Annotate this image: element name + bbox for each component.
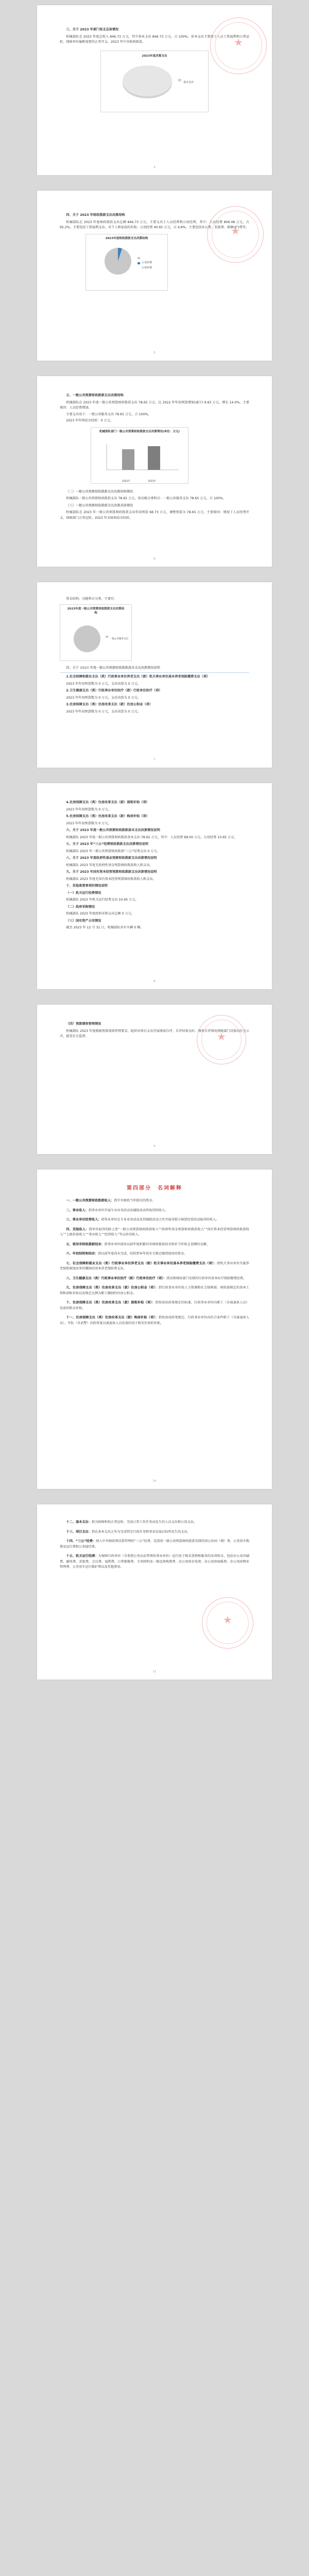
paragraph: 主要支出用于：一般公共服务支出 78.65 万元，占 100%。 bbox=[66, 412, 151, 416]
subsection-heading: （一）机关运行经费情况 bbox=[66, 891, 101, 895]
paragraph: 机械部队在 2023 年一般公共预算财政拨款支出年初预算 68.73 万元，调整预算为 78.65 万元。主要原因：增加了人员经费开支，保障部门正常运转，2023 年末财政结余结转。 bbox=[60, 511, 249, 520]
glossary-term-title: 四、其他收入： bbox=[66, 1227, 89, 1231]
glossary-term-title: 十一、住房保障支出（类）住房改革支出（款）购房补贴（项）： bbox=[66, 1316, 159, 1319]
paragraph: 机械部队 2023 年一般公共预算财政拨款“三公”经费支出 0 万元。 bbox=[66, 849, 160, 853]
paragraph: 机械部队 2023 年机关运行经费支出 10.65 万元。 bbox=[66, 898, 139, 902]
paragraph: 机械部队 2023 年度一般公共预算财政拨款基本支出 78.65 万元，其中：人员经费 68.00 万元，公用经费 10.65 万元。 bbox=[66, 835, 237, 839]
chart-title: 机械部队部门一般公共预算财政拨款支出决算情况(单位：万元) bbox=[99, 430, 180, 433]
glossary-term-definition: 指反映财政部门安排的行政单位基本医疗保险缴费经费。 bbox=[166, 1276, 246, 1280]
glossary-term-title: 七、社会保障和就业支出（类）行政事业单位养老支出（款）机关事业单位基本养老保险缴费支出（项）： bbox=[66, 1261, 217, 1265]
glossary-term-definition: 指按房改政策规定的标准，行政事业单位向职工（含离退休人员）发放的租金补贴。 bbox=[60, 1301, 249, 1310]
glossary-term-definition: 指中央财政当年拨付的资金。 bbox=[114, 1199, 156, 1202]
paragraph: 2023 年年初预算数为 0 万元。 bbox=[66, 807, 111, 811]
glossary-term-title: 十五、机关运行经费： bbox=[66, 1554, 98, 1558]
glossary-term-title: 十三、项目支出： bbox=[66, 1530, 92, 1534]
section-heading: 四、关于 2023 年财政拨款支出决算结构 bbox=[66, 213, 125, 217]
glossary-term-title: 十四、“三公”经费： bbox=[66, 1539, 96, 1543]
glossary-term bbox=[60, 1198, 249, 1204]
glossary-term-title: 十、住房保障支出（类）住房改革支出（款）提租补贴（项）： bbox=[66, 1301, 156, 1304]
bar-2023 bbox=[148, 446, 160, 470]
page-number: 8 bbox=[153, 979, 156, 983]
legend-label: 公用经费 bbox=[142, 266, 152, 269]
glossary-term-title: 二、事业收入： bbox=[66, 1208, 89, 1212]
item-heading: 2.卫生健康支出（类）行政事业单位医疗（款）行政单位医疗（项） bbox=[66, 689, 162, 692]
subsection-heading: （二）政府采购情况 bbox=[66, 905, 95, 909]
item-heading: 1.社会保障和就业支出（类）行政事业单位养老支出（款）机关事业单位基本养老保险缴费支出（项） bbox=[66, 675, 210, 679]
subsection-heading: （四）预算绩效管理情况 bbox=[66, 1022, 101, 1026]
paragraph: 2023 年年初预算数为 0 万元，支出决算为 0 万元。 bbox=[66, 696, 141, 700]
subsection-heading: （二）一般公共预算财政拨款支出决算结构情况 bbox=[66, 489, 133, 494]
glossary-term-title: 三、事业单位经营收入： bbox=[66, 1218, 101, 1222]
pie-svg bbox=[86, 241, 168, 282]
official-seal: ★ bbox=[210, 18, 267, 74]
paragraph: 机械部队在 2023 年度总收入 846.73 万元，其中基本支出 846.73 万元，占 100%。基本支出主要用于人员工资福利和日常运转，保障单位履职需要的正常开支。2023 年中央财政拨款。 bbox=[60, 35, 249, 44]
glossary-term-definition: 指事业单位使用以前年度积累的非财政拨款结余弥补当年收支差额的金额。 bbox=[104, 1242, 210, 1246]
official-seal: ★ bbox=[197, 1015, 246, 1064]
pie-chart bbox=[100, 50, 209, 112]
chart-title: 2023年度决算支出 bbox=[142, 54, 167, 58]
document-page-1 bbox=[37, 5, 272, 175]
document-page-7 bbox=[37, 1170, 272, 1489]
legend-swatch bbox=[178, 79, 181, 81]
pie-chart bbox=[60, 604, 132, 661]
page-number: 6 bbox=[153, 557, 156, 561]
page-number: 9 bbox=[153, 1144, 156, 1148]
glossary-term bbox=[60, 1227, 249, 1238]
paragraph: 机械部队在 2023 年度财政拨款支出总额 846.73 万元，主要支出于人员经费和公用经费，其中：人员经费 806.08 万元，占 95.2%，主要包括工资福利支出、对个人和家庭的补助；公用经费 40.65 万元，占 4.8%，主要包括办公费、差旅费、维修(护)费等。 bbox=[60, 220, 249, 229]
section-heading: 五、一般公共预算财政拨款支出决算结构 bbox=[66, 394, 124, 397]
glossary-term-title: 六、年初结转和结余： bbox=[66, 1252, 98, 1256]
page-number: 7 bbox=[153, 758, 156, 761]
paragraph: 机械部队一般公共预算财政拨款支出 78.65 万元，按功能分类科目：一般公共服务支出 78.65 万元，占 100%。 bbox=[66, 497, 226, 500]
paragraph: 机械部队在 2023 年度一般公共预算财政拨款支出 78.65 万元，比 2022 年年初预算增加(减少) 9.63 万元，增长 14.0%。主要原因：人员经费增加。 bbox=[60, 400, 249, 410]
chart-title: 2023年度一般公共预算财政拨款支出决算结构 bbox=[67, 607, 125, 615]
document-page-5 bbox=[37, 783, 272, 989]
chapter-title: 第四部分 名词解释 bbox=[127, 1185, 182, 1191]
glossary-term-definition: 指单位取得的除上述“一般公共预算财政拨款收入”“政府性基金预算财政拨款收入”“国有资本经营预算财政拨款收入”“上级补助收入”“事业收入”“经营收入”等以外的收入。 bbox=[60, 1227, 249, 1236]
paragraph: 机械部队 2023 年度无国有资本经营预算财政拨款收入和支出。 bbox=[66, 877, 156, 881]
paragraph: 机械部队 2023 年度无政府性基金预算财政拨款收入和支出。 bbox=[66, 863, 153, 867]
paragraph: 截至 2023 年 12 月 31 日，机械部队共有车辆 0 辆。 bbox=[66, 926, 144, 929]
x-tick-label: 2022年 bbox=[122, 480, 130, 483]
item-heading: 3.住房保障支出（类）住房改革支出（款）住房公积金（项） bbox=[66, 703, 152, 706]
paragraph: 2023 年年终结余结转：0 万元。 bbox=[66, 419, 114, 422]
glossary-term-definition: 指事业单位开展专业业务活动及辅助活动所取得的收入。 bbox=[88, 1208, 168, 1212]
document-page-2 bbox=[37, 191, 272, 361]
glossary-term bbox=[60, 1242, 249, 1248]
subsection-heading: （三）国有资产占用情况 bbox=[66, 919, 101, 923]
glossary-term-definition: 指为保障机构正常运转、完成日常工作任务而发生的人员支出和公用支出。 bbox=[91, 1520, 197, 1524]
glossary-term bbox=[60, 1285, 249, 1296]
glossary-term-definition: 指行政事业单位按人力资源和社会保障部、财政部规定的基本工资和津贴补贴以及规定比例为职工缴纳的住房公积金。 bbox=[60, 1286, 249, 1295]
glossary-term bbox=[60, 1554, 249, 1570]
pie-svg bbox=[60, 615, 132, 656]
paragraph: 2023 年年初预算数为 0 万元。 bbox=[66, 821, 111, 825]
paragraph: 资金结构：功能科目分类，主要有： bbox=[66, 597, 117, 601]
page-number: 10 bbox=[152, 1479, 157, 1483]
page-number: 11 bbox=[152, 1670, 157, 1673]
glossary-term-title: 五、使用非财政拨款结余： bbox=[66, 1242, 105, 1246]
page-number: 4 bbox=[153, 165, 156, 169]
paragraph: 2023 年年初预算数为 0 万元，支出决算为 0 万元。 bbox=[66, 709, 141, 714]
glossary-term-title: 十二、基本支出： bbox=[66, 1520, 92, 1524]
subsection-heading: （三）一般公共预算财政拨款支出决算具体情况 bbox=[66, 503, 133, 507]
glossary-term-definition: 指按房改政策规定，行政事业单位向符合条件职工（含离退休人员）、军队（含武警）向转役复员离退休人员发放的用于购买住房的补贴。 bbox=[60, 1316, 249, 1325]
glossary-term bbox=[60, 1520, 249, 1526]
glossary-term bbox=[60, 1208, 249, 1214]
glossary-term bbox=[60, 1251, 249, 1257]
document-page-8 bbox=[37, 1504, 272, 1680]
official-seal: ★ bbox=[207, 206, 264, 263]
glossary-term bbox=[60, 1315, 249, 1326]
glossary-term-definition: 指机关事业单位实施养老保险制度由单位缴纳的基本养老保险费支出。 bbox=[60, 1261, 249, 1270]
glossary-term-definition: 纳入中央财政预决算管理的“三公”经费，是指用一般公共预算财政拨款安排的因公出国（境）费、公务用车购置及运行费和公务接待费。 bbox=[60, 1539, 249, 1549]
legend-label: 一般公共服务支出 bbox=[110, 637, 128, 640]
glossary-term-title: 一、一般公共预算财政拨款收入： bbox=[66, 1199, 114, 1202]
glossary-term-definition: 指事业单位在专业业务活动及其辅助活动之外开展非独立核算经营活动取得的收入。 bbox=[101, 1218, 219, 1222]
pie-slice-general bbox=[74, 625, 100, 652]
section-heading: 三、关于 2023 年部门收支总体情况 bbox=[66, 28, 119, 31]
section-heading: 六、关于 2023 年度一般公共预算财政拨款基本支出决算情况说明 bbox=[66, 828, 160, 832]
x-tick-label: 2023年 bbox=[148, 480, 156, 483]
bar-chart bbox=[91, 427, 188, 484]
glossary-term bbox=[60, 1530, 249, 1535]
glossary-term-title: 八、卫生健康支出（类）行政事业单位医疗（款）行政单位医疗（项）： bbox=[66, 1276, 167, 1280]
document-page-6 bbox=[37, 1005, 272, 1154]
paragraph: 机械部队 2023 年度根据预算绩效管理要求，组织对项目支出开展绩效自评，自评结果良好。绩效自评情况将随部门决算向社会公开，接受社会监督。 bbox=[60, 1029, 249, 1038]
bar-svg bbox=[91, 434, 189, 475]
glossary-term bbox=[60, 1217, 249, 1223]
glossary-term-definition: 指以前年度尚未完成、结转到本年按有关规定继续使用的资金。 bbox=[98, 1252, 187, 1256]
chart-title: 2023年度财政拨款支出决算结构 bbox=[105, 236, 148, 240]
document-page-4 bbox=[37, 582, 272, 768]
page-number: 5 bbox=[153, 351, 156, 354]
section-heading: 七、关于 2023 年“三公”经费财政拨款支出决算情况说明 bbox=[66, 842, 148, 846]
official-seal: ★ bbox=[202, 1597, 253, 1649]
section-heading: 八、关于 2023 年度政府性基金预算财政拨款支出决算情况说明 bbox=[66, 856, 157, 860]
glossary-term-definition: 为保障行政单位（含参照公务员法管理的事业单位）运行用于购买货物和服务的各项资金，包括办公及印刷费、邮电费、差旅费、会议费、福利费、日常维修费、专用材料及一般设备购置费、办公用房水电费、办公用房取暖费、办公用房物业管理费、公务用车运行维护费以及其他费用。 bbox=[60, 1554, 250, 1569]
glossary-term-definition: 指在基本支出之外为完成特定行政任务和事业发展目标所发生的支出。 bbox=[91, 1530, 191, 1534]
legend-label: 人员经费 bbox=[142, 261, 152, 264]
glossary-term bbox=[60, 1261, 249, 1272]
glossary-term-title: 九、住房保障支出（类）住房改革支出（款）住房公积金（项）： bbox=[66, 1286, 159, 1290]
section-heading: 九、关于 2023 年国有资本经营预算财政拨款支出决算情况说明 bbox=[66, 870, 157, 874]
bar-2022 bbox=[122, 449, 134, 470]
section-heading: 四、关于 2023 年度一般公共预算财政拨款基本支出决算情况说明 bbox=[66, 666, 160, 670]
glossary-term bbox=[60, 1300, 249, 1311]
legend-label: 基本支出 bbox=[183, 80, 194, 84]
item-heading: 5.住房保障支出（类）住房改革支出（款）购房补贴（项） bbox=[66, 815, 149, 818]
item-heading: 4.住房保障支出（类）住房改革支出（款）提租补贴（项） bbox=[66, 801, 149, 804]
glossary-term bbox=[60, 1276, 249, 1282]
glossary-term bbox=[60, 1539, 249, 1550]
paragraph: 2023 年年初预算数为 0 万元，支出决算为 0 万元。 bbox=[66, 682, 141, 686]
pie-chart bbox=[85, 234, 168, 291]
section-heading: 十、其他重要事项的情况说明 bbox=[66, 884, 108, 888]
document-page-3 bbox=[37, 376, 272, 567]
paragraph: 机械部队 2023 年度政府采购支出总额 0 万元。 bbox=[66, 912, 135, 916]
